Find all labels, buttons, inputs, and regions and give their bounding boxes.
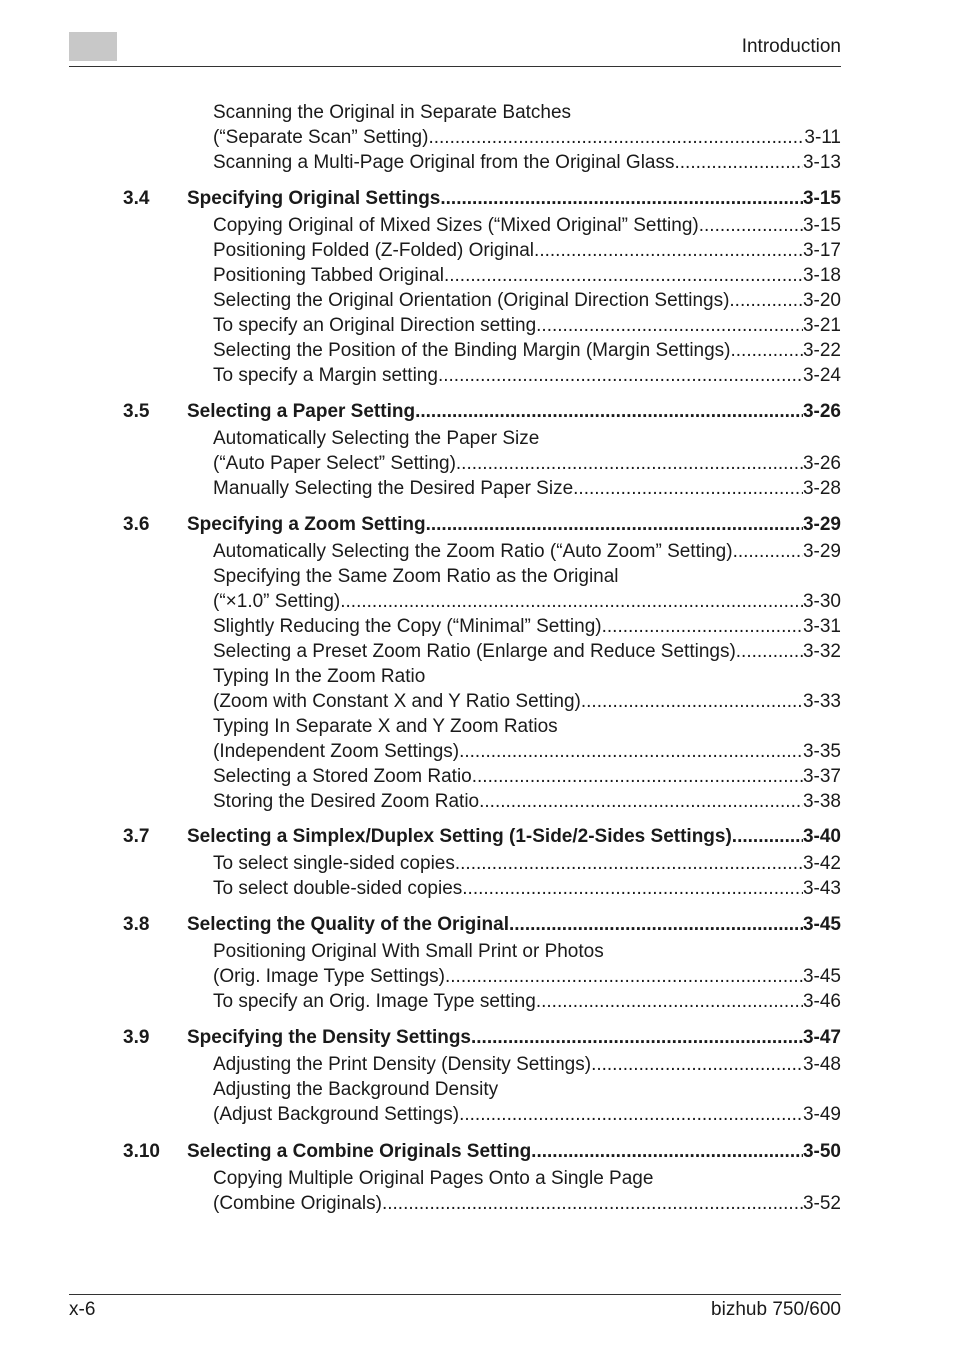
- entry-page-number: 3-31: [802, 616, 841, 637]
- entry-title: Copying Multiple Original Pages Onto a Single Page: [213, 1168, 654, 1189]
- dot-leader: [471, 1025, 803, 1050]
- entry-page-number: 3-13: [802, 152, 841, 173]
- entry-title: Slightly Reducing the Copy (“Minimal” Setting): [213, 616, 602, 637]
- entry-page-number: 3-18: [802, 265, 841, 286]
- toc-entry: [213, 426, 841, 451]
- entry-page-number: 3-30: [802, 591, 841, 612]
- entry-title: (“Separate Scan” Setting): [213, 127, 429, 148]
- entry-title: Specifying Original Settings: [187, 188, 441, 209]
- entry-title: Automatically Selecting the Paper Size: [213, 428, 540, 449]
- section-number: 3.4: [123, 188, 150, 209]
- toc-entry: [213, 263, 841, 288]
- entry-title: Scanning a Multi-Page Original from the Original Glass: [213, 152, 675, 173]
- entry-title: (Independent Zoom Settings): [213, 741, 460, 762]
- toc-entry: [213, 1052, 841, 1077]
- toc-entry: [213, 1102, 841, 1127]
- dot-leader: [736, 639, 803, 664]
- toc-entry: [213, 564, 841, 589]
- dot-leader: [531, 1139, 803, 1164]
- footer-divider: [69, 1294, 841, 1295]
- toc-entry: [213, 363, 841, 388]
- entry-page-number: 3-15: [802, 188, 841, 209]
- entry-title: Selecting a Simplex/Duplex Setting (1-Side/2-Sides Settings): [187, 826, 732, 847]
- entry-title: To specify an Orig. Image Type setting: [213, 991, 536, 1012]
- section-number: 3.6: [123, 514, 150, 535]
- section-number: 3.7: [123, 826, 150, 847]
- toc-section-entry: [123, 1025, 841, 1050]
- toc-entry: [213, 664, 841, 689]
- toc-entry: [213, 739, 841, 764]
- toc-entry: [213, 539, 841, 564]
- toc-entry: [213, 939, 841, 964]
- entry-page-number: 3-20: [802, 290, 841, 311]
- dot-leader: [674, 150, 802, 175]
- toc-entry: [213, 451, 841, 476]
- dot-leader: [602, 614, 803, 639]
- entry-page-number: 3-40: [802, 826, 841, 847]
- entry-title: To select double-sided copies: [213, 878, 463, 899]
- toc-entry: [213, 288, 841, 313]
- entry-page-number: 3-35: [802, 741, 841, 762]
- toc-entry: [213, 589, 841, 614]
- entry-title: Selecting a Paper Setting: [187, 401, 416, 422]
- entry-title: Positioning Folded (Z-Folded) Original: [213, 240, 535, 261]
- toc-section-entry: [123, 186, 841, 211]
- toc-entry: [213, 764, 841, 789]
- entry-page-number: 3-15: [802, 215, 841, 236]
- entry-title: Positioning Tabbed Original: [213, 265, 444, 286]
- entry-title: Selecting a Stored Zoom Ratio: [213, 766, 472, 787]
- entry-page-number: 3-38: [802, 791, 841, 812]
- toc-entry: [213, 689, 841, 714]
- dot-leader: [426, 512, 803, 537]
- entry-page-number: 3-28: [802, 478, 841, 499]
- toc-entry: [213, 476, 841, 501]
- toc-entry: [213, 614, 841, 639]
- entry-title: Adjusting the Background Density: [213, 1079, 499, 1100]
- entry-page-number: 3-11: [804, 127, 841, 148]
- dot-leader: [733, 539, 803, 564]
- toc-entry: [213, 238, 841, 263]
- entry-title: Copying Original of Mixed Sizes (“Mixed Original” Setting): [213, 215, 699, 236]
- toc-entry: [213, 964, 841, 989]
- toc-entry: [213, 338, 841, 363]
- dot-leader: [440, 186, 803, 211]
- dot-leader: [509, 912, 803, 937]
- dot-leader: [472, 764, 803, 789]
- dot-leader: [340, 589, 803, 614]
- dot-leader: [444, 263, 803, 288]
- entry-title: Selecting the Position of the Binding Margin (Margin Settings): [213, 340, 731, 361]
- entry-title: Automatically Selecting the Zoom Ratio (“Auto Zoom” Setting): [213, 541, 733, 562]
- entry-title: Specifying the Density Settings: [187, 1027, 471, 1048]
- entry-title: Typing In the Zoom Ratio: [213, 666, 426, 687]
- dot-leader: [536, 989, 803, 1014]
- toc-entry: [213, 714, 841, 739]
- toc-entry: [213, 1077, 841, 1102]
- dot-leader: [534, 238, 803, 263]
- toc-section-entry: [123, 824, 841, 849]
- section-number: 3.9: [123, 1027, 150, 1048]
- entry-page-number: 3-52: [802, 1193, 841, 1214]
- toc-section-entry: [123, 512, 841, 537]
- dot-leader: [456, 451, 803, 476]
- entry-page-number: 3-48: [802, 1054, 841, 1075]
- entry-page-number: 3-24: [802, 365, 841, 386]
- entry-title: Adjusting the Print Density (Density Settings): [213, 1054, 592, 1075]
- toc-section-entry: [123, 1139, 841, 1164]
- entry-title: Selecting the Quality of the Original: [187, 914, 509, 935]
- entry-title: To specify an Original Direction setting: [213, 315, 537, 336]
- toc-entry: [213, 125, 841, 150]
- entry-title: Scanning the Original in Separate Batches: [213, 102, 572, 123]
- toc-entry: [213, 150, 841, 175]
- toc-entry: [213, 100, 841, 125]
- toc-entry: [213, 851, 841, 876]
- entry-title: Selecting a Combine Originals Setting: [187, 1141, 532, 1162]
- entry-title: Manually Selecting the Desired Paper Size: [213, 478, 574, 499]
- entry-page-number: 3-22: [802, 340, 841, 361]
- dot-leader: [382, 1191, 803, 1216]
- toc-entry: [213, 213, 841, 238]
- entry-page-number: 3-43: [802, 878, 841, 899]
- header-divider: [69, 66, 841, 67]
- header-tab-block: [69, 32, 117, 61]
- entry-title: (Combine Originals): [213, 1193, 382, 1214]
- entry-title: (“Auto Paper Select” Setting): [213, 453, 456, 474]
- entry-page-number: 3-21: [802, 315, 841, 336]
- entry-page-number: 3-45: [802, 914, 841, 935]
- entry-title: (Adjust Background Settings): [213, 1104, 460, 1125]
- entry-title: Specifying the Same Zoom Ratio as the Original: [213, 566, 619, 587]
- entry-page-number: 3-33: [802, 691, 841, 712]
- entry-title: To specify a Margin setting: [213, 365, 438, 386]
- entry-title: Typing In Separate X and Y Zoom Ratios: [213, 716, 558, 737]
- toc-entry: [213, 876, 841, 901]
- footer-page-number: x-6: [69, 1299, 96, 1320]
- entry-title: (Orig. Image Type Settings): [213, 966, 445, 987]
- toc-section-entry: [123, 399, 841, 424]
- entry-title: Storing the Desired Zoom Ratio: [213, 791, 480, 812]
- entry-page-number: 3-46: [802, 991, 841, 1012]
- section-number: 3.5: [123, 401, 150, 422]
- dot-leader: [729, 288, 803, 313]
- entry-page-number: 3-32: [802, 641, 841, 662]
- section-number: 3.10: [123, 1141, 160, 1162]
- toc-entry: [213, 639, 841, 664]
- dot-leader: [438, 363, 803, 388]
- dot-leader: [415, 399, 803, 424]
- dot-leader: [445, 964, 803, 989]
- entry-page-number: 3-29: [802, 541, 841, 562]
- entry-title: Selecting the Original Orientation (Original Direction Settings): [213, 290, 730, 311]
- dot-leader: [455, 851, 803, 876]
- entry-page-number: 3-17: [802, 240, 841, 261]
- entry-page-number: 3-26: [802, 453, 841, 474]
- entry-title: (Zoom with Constant X and Y Ratio Setting): [213, 691, 581, 712]
- dot-leader: [731, 338, 803, 363]
- entry-page-number: 3-47: [802, 1027, 841, 1048]
- entry-page-number: 3-42: [802, 853, 841, 874]
- entry-page-number: 3-26: [802, 401, 841, 422]
- dot-leader: [591, 1052, 803, 1077]
- entry-title: Selecting a Preset Zoom Ratio (Enlarge and Reduce Settings): [213, 641, 736, 662]
- dot-leader: [459, 739, 803, 764]
- entry-page-number: 3-50: [802, 1141, 841, 1162]
- dot-leader: [732, 824, 803, 849]
- entry-page-number: 3-49: [802, 1104, 841, 1125]
- toc-entry: [213, 313, 841, 338]
- entry-title: Positioning Original With Small Print or Photos: [213, 941, 604, 962]
- dot-leader: [462, 876, 803, 901]
- dot-leader: [581, 689, 803, 714]
- entry-title: Specifying a Zoom Setting: [187, 514, 426, 535]
- dot-leader: [573, 476, 803, 501]
- entry-title: To select single-sided copies: [213, 853, 455, 874]
- toc-entry: [213, 1166, 841, 1191]
- dot-leader: [479, 789, 803, 814]
- toc-entry: [213, 1191, 841, 1216]
- entry-title: (“×1.0” Setting): [213, 591, 341, 612]
- footer-product-name: bizhub 750/600: [711, 1299, 841, 1320]
- entry-page-number: 3-45: [802, 966, 841, 987]
- toc-section-entry: [123, 912, 841, 937]
- dot-leader: [459, 1102, 803, 1127]
- dot-leader: [428, 125, 804, 150]
- toc-entry: [213, 989, 841, 1014]
- header-title: Introduction: [741, 36, 841, 57]
- section-number: 3.8: [123, 914, 150, 935]
- entry-page-number: 3-29: [802, 514, 841, 535]
- toc-entry: [213, 789, 841, 814]
- dot-leader: [536, 313, 803, 338]
- dot-leader: [699, 213, 803, 238]
- entry-page-number: 3-37: [802, 766, 841, 787]
